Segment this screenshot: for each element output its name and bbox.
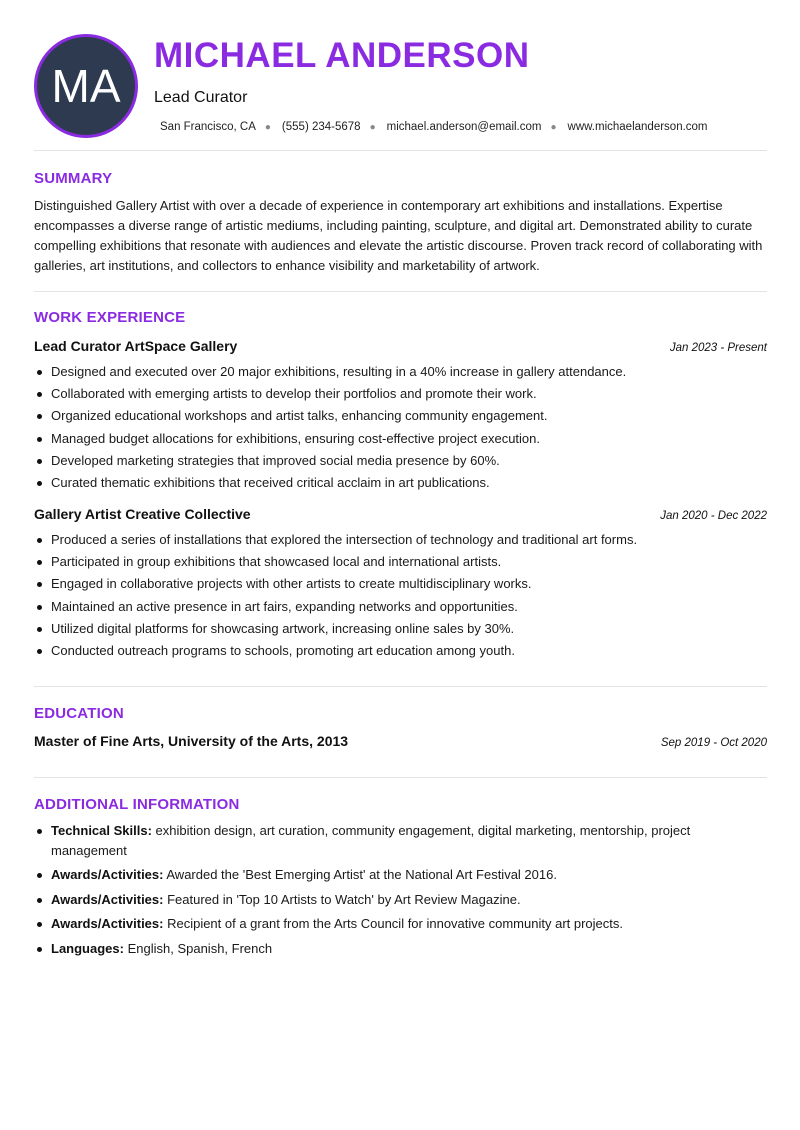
candidate-role: Lead Curator bbox=[154, 89, 248, 106]
list-item bbox=[34, 890, 767, 910]
list-item: Organized educational workshops and artist talks, enhancing community engagement. bbox=[34, 406, 767, 428]
section-title-summary: SUMMARY bbox=[34, 170, 113, 187]
item-text: exhibition design, art curation, community engagement, digital marketing, mentorship, project management bbox=[51, 823, 691, 858]
education-entry bbox=[34, 733, 767, 749]
item-text: Recipient of a grant from the Arts Council for innovative community art projects. bbox=[163, 916, 624, 931]
job-bullets bbox=[34, 362, 767, 495]
job-header bbox=[34, 338, 767, 354]
section-title-education: EDUCATION bbox=[34, 705, 124, 722]
divider bbox=[34, 777, 767, 778]
item-label: Languages: bbox=[51, 940, 124, 956]
job-header bbox=[34, 506, 767, 522]
contact-line bbox=[160, 121, 708, 133]
list-item: Engaged in collaborative projects with other artists to create multidisciplinary works. bbox=[34, 574, 767, 596]
item-label: Awards/Activities: bbox=[51, 916, 164, 931]
list-item: Collaborated with emerging artists to develop their portfolios and promote their work. bbox=[34, 384, 767, 406]
job-bullets bbox=[34, 530, 767, 663]
list-item: Maintained an active presence in art fairs, expanding networks and opportunities. bbox=[34, 597, 767, 619]
list-item: Conducted outreach programs to schools, promoting art education among youth. bbox=[34, 641, 767, 663]
job-date: Jan 2023 - Present bbox=[669, 342, 767, 354]
list-item: Managed budget allocations for exhibitions, ensuring cost-effective project execution. bbox=[34, 429, 767, 451]
list-item: Curated thematic exhibitions that received critical acclaim in art publications. bbox=[34, 473, 767, 495]
item-label: Awards/Activities: bbox=[51, 891, 164, 907]
list-item bbox=[34, 821, 767, 860]
bullet-separator-icon: ● bbox=[550, 121, 557, 133]
list-item: Utilized digital platforms for showcasing artwork, increasing online sales by 30%. bbox=[34, 619, 767, 641]
divider bbox=[34, 686, 767, 687]
list-item bbox=[34, 914, 767, 934]
candidate-name: MICHAEL ANDERSON bbox=[154, 36, 530, 75]
bullet-separator-icon: ● bbox=[369, 121, 376, 133]
education-degree: Master of Fine Arts, University of the Arts, 2013 bbox=[34, 733, 349, 749]
additional-list bbox=[34, 821, 767, 963]
contact-location: San Francisco, CA bbox=[160, 121, 256, 133]
avatar-initials: MA bbox=[51, 60, 121, 112]
divider bbox=[34, 150, 767, 151]
list-item: Participated in group exhibitions that showcased local and international artists. bbox=[34, 552, 767, 574]
job-date: Jan 2020 - Dec 2022 bbox=[660, 510, 767, 522]
job-title: Lead Curator ArtSpace Gallery bbox=[34, 338, 238, 354]
list-item: Designed and executed over 20 major exhibitions, resulting in a 40% increase in gallery attendance. bbox=[34, 362, 767, 384]
item-label: Awards/Activities: bbox=[51, 867, 164, 882]
divider bbox=[34, 291, 767, 292]
list-item: Produced a series of installations that explored the intersection of technology and traditional art forms. bbox=[34, 530, 767, 552]
item-text: Awarded the 'Best Emerging Artist' at the National Art Festival 2016. bbox=[163, 867, 557, 882]
section-title-experience: WORK EXPERIENCE bbox=[34, 309, 186, 326]
contact-email[interactable]: michael.anderson@email.com bbox=[386, 121, 542, 133]
contact-phone: (555) 234-5678 bbox=[281, 121, 361, 133]
avatar bbox=[34, 34, 138, 138]
list-item bbox=[34, 939, 767, 959]
job-title: Gallery Artist Creative Collective bbox=[34, 506, 251, 522]
section-title-additional: ADDITIONAL INFORMATION bbox=[34, 796, 240, 813]
list-item bbox=[34, 865, 767, 885]
bullet-separator-icon: ● bbox=[264, 121, 271, 133]
item-label: Technical Skills: bbox=[51, 823, 152, 838]
contact-website[interactable]: www.michaelanderson.com bbox=[567, 121, 708, 133]
education-date: Sep 2019 - Oct 2020 bbox=[660, 737, 767, 749]
item-text: English, Spanish, French bbox=[123, 940, 273, 956]
summary-text: Distinguished Gallery Artist with over a decade of experience in contemporary art exhibitions and installations. Expertise encompasses a diverse range of artistic mediums, including painting, sculpture, and digital art. Demonstrated ability to curate compelling exhibitions that resonate with audiences and elevate the artistic discourse. Proven track record of collaborating with galleries, art institutions, and collectors to enhance visibility and marketability of artwork. bbox=[34, 198, 763, 273]
list-item: Developed marketing strategies that improved social media presence by 60%. bbox=[34, 451, 767, 473]
item-text: Featured in 'Top 10 Artists to Watch' by Art Review Magazine. bbox=[163, 891, 521, 907]
